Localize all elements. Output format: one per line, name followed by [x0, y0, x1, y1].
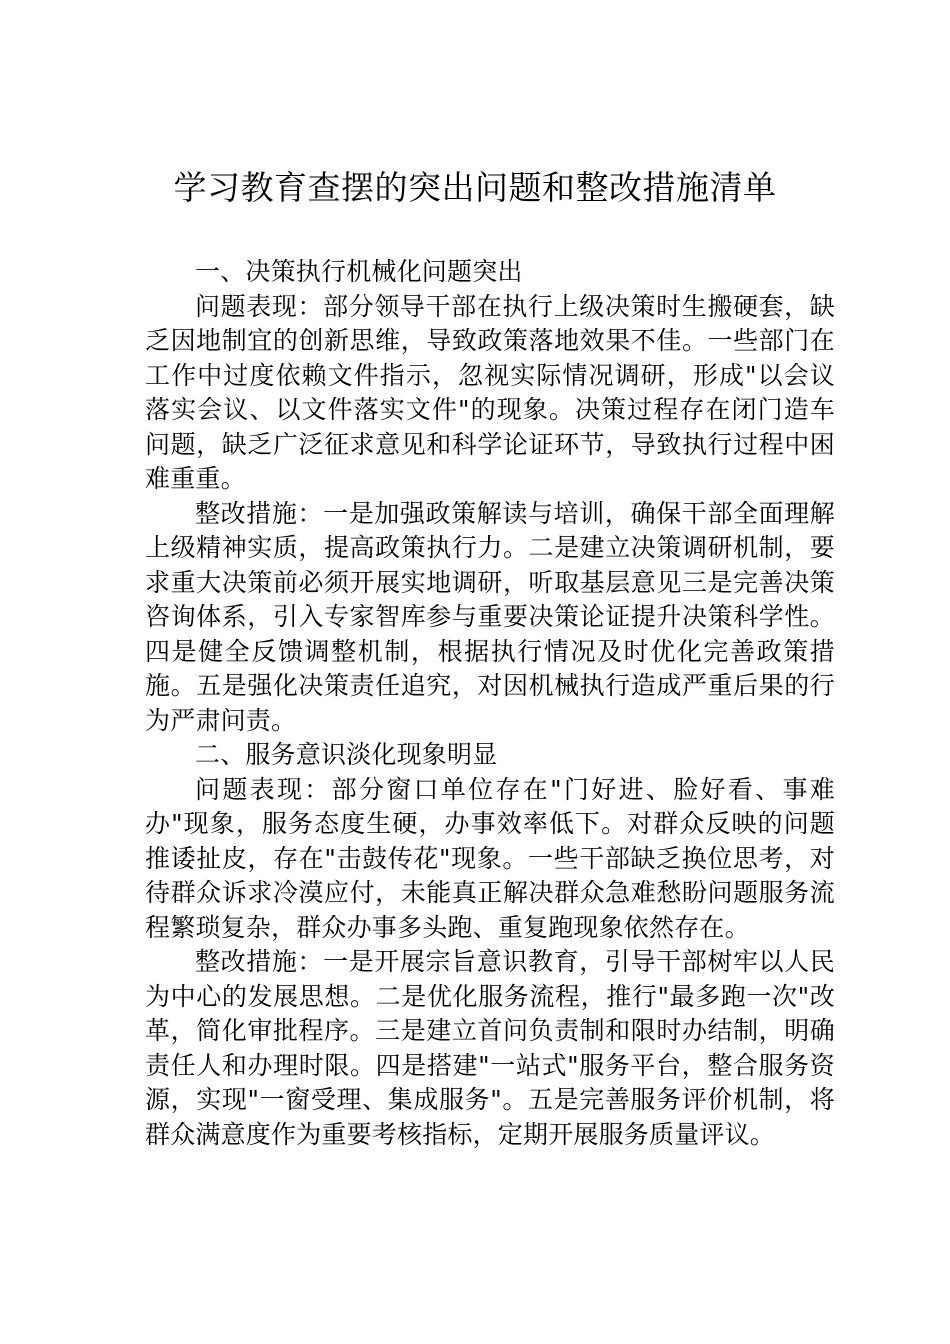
- section-2-problem-paragraph: 问题表现：部分窗口单位存在"门好进、脸好看、事难办"现象，服务态度生硬，办事效率低下。对群众反映的问题推诿扯皮，存在"击鼓传花"现象。一些干部缺乏换位思考，对待群众诉求冷漠应付，未能真正解决群众急难愁盼问题服务流程繁琐复杂，群众办事多头跑、重复跑现象依然存在。: [145, 774, 835, 942]
- section-1-measures-paragraph: 整改措施：一是加强政策解读与培训，确保干部全面理解上级精神实质，提高政策执行力。二是建立决策调研机制，要求重大决策前必须开展实地调研，听取基层意见三是完善决策咨询体系，引入专家智库参与重要决策论证提升决策科学性。四是健全反馈调整机制，根据执行情况及时优化完善政策措施。五是强化决策责任追究，对因机械执行造成严重后果的行为严肃问责。: [145, 498, 835, 735]
- section-1-problem-paragraph: 问题表现：部分领导干部在执行上级决策时生搬硬套，缺乏因地制宜的创新思维，导致政策落地效果不佳。一些部门在工作中过度依赖文件指示，忽视实际情况调研，形成"以会议落实会议、以文件落实文件"的现象。决策过程存在闭门造车问题，缺乏广泛征求意见和科学论证环节，导致执行过程中困难重重。: [145, 291, 835, 493]
- section-2-measures-paragraph: 整改措施：一是开展宗旨意识教育，引导干部树牢以人民为中心的发展思想。二是优化服务流程，推行"最多跑一次"改革，简化审批程序。三是建立首问负责制和限时办结制，明确责任人和办理时限。四是搭建"一站式"服务平台，整合服务资源，实现"一窗受理、集成服务"。五是完善服务评价机制，将群众满意度作为重要考核指标，定期开展服务质量评议。: [145, 947, 835, 1149]
- section-heading-1: 一、决策执行机械化问题突出: [195, 257, 523, 286]
- document-title: 学习教育查摆的突出问题和整改措施清单: [173, 168, 777, 207]
- document-body: [145, 255, 835, 1152]
- section-heading-2: 二、服务意识淡化现象明显: [195, 740, 498, 769]
